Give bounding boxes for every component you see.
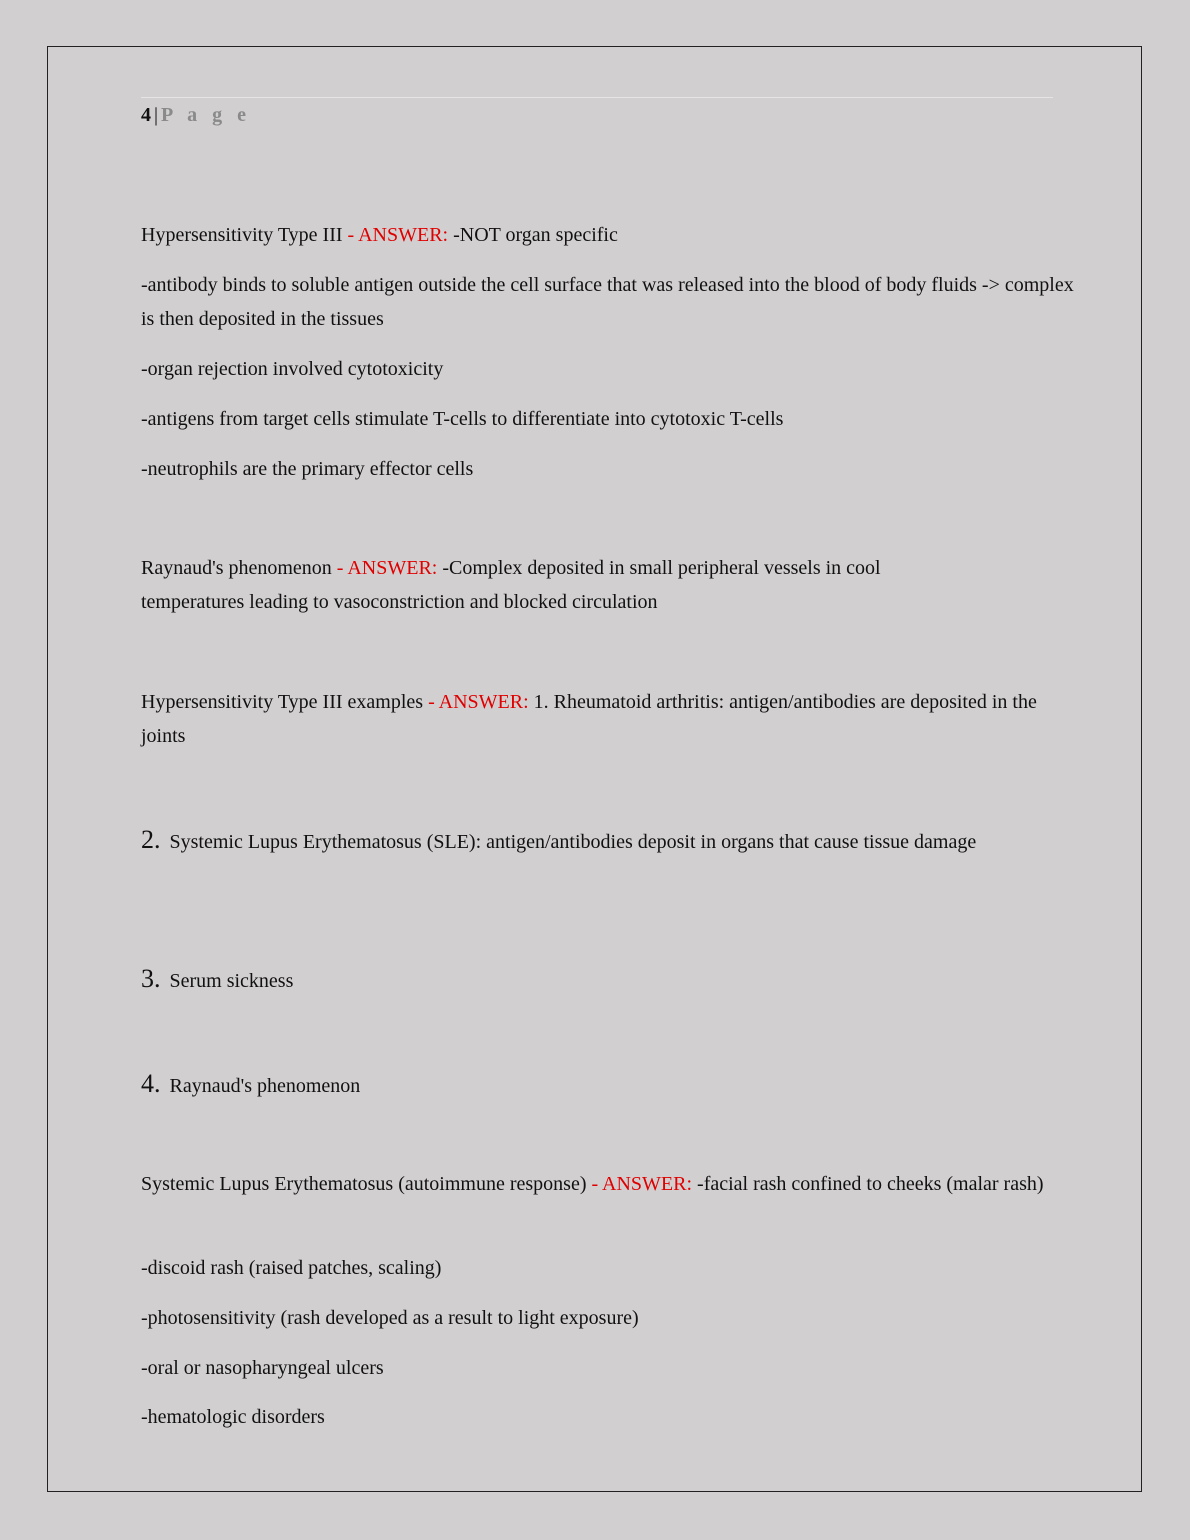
item-number: 4.: [141, 1069, 161, 1098]
answer-label: - ANSWER:: [336, 557, 438, 579]
qa-raynauds-phenomenon: [141, 551, 971, 619]
item-text: Raynaud's phenomenon: [169, 1075, 361, 1097]
answer-text: -facial rash confined to cheeks (malar rash): [692, 1173, 1044, 1195]
answer-label: - ANSWER:: [347, 224, 449, 246]
example-item: [141, 962, 1086, 998]
answer-line: -antibody binds to soluble antigen outside the cell surface that was released into the blood of body fluids -> complex is then deposited in the tissues: [141, 274, 1074, 330]
item-text: Serum sickness: [169, 970, 294, 992]
answer-line: -discoid rash (raised patches, scaling): [141, 1257, 442, 1279]
term: Hypersensitivity Type III: [141, 224, 348, 246]
answer-label: - ANSWER:: [428, 691, 529, 713]
answer-line: -neutrophils are the primary effector cells: [141, 458, 474, 480]
page-word: P a g e: [161, 104, 252, 126]
answer-text: -Complex deposited in small peripheral vessels in cool temperatures leading to vasoconstriction and blocked circulation: [141, 557, 881, 613]
answer-text: -NOT organ specific: [448, 224, 618, 246]
qa-hypersensitivity-type-iii: [141, 218, 1086, 252]
qa-hypersensitivity-type-iii-examples: [141, 685, 1086, 753]
answer-text: 1. Rheumatoid arthritis: antigen/antibodies are deposited in the joints: [141, 691, 1037, 747]
page-number: 4: [141, 104, 151, 126]
item-text: Systemic Lupus Erythematosus (SLE): antigen/antibodies deposit in organs that cause tissue damage: [169, 831, 977, 853]
answer-line: -photosensitivity (rash developed as a result to light exposure): [141, 1307, 639, 1329]
header-separator: |: [154, 104, 159, 126]
answer-line: -oral or nasopharyngeal ulcers: [141, 1357, 384, 1379]
answer-line: -antigens from target cells stimulate T-cells to differentiate into cytotoxic T-cells: [141, 408, 784, 430]
example-item: [141, 1067, 1086, 1103]
term: Systemic Lupus Erythematosus (autoimmune response): [141, 1173, 592, 1195]
item-number: 3.: [141, 964, 161, 993]
answer-line: -hematologic disorders: [141, 1406, 325, 1428]
header-rule: [141, 97, 1053, 98]
example-item: [141, 823, 1001, 859]
item-number: 2.: [141, 825, 161, 854]
term: Raynaud's phenomenon: [141, 557, 337, 579]
answer-label: - ANSWER:: [591, 1173, 693, 1195]
page-header: [141, 104, 251, 127]
qa-systemic-lupus-erythematosus: [141, 1167, 1086, 1201]
term: Hypersensitivity Type III examples: [141, 691, 429, 713]
answer-line: -organ rejection involved cytotoxicity: [141, 358, 444, 380]
